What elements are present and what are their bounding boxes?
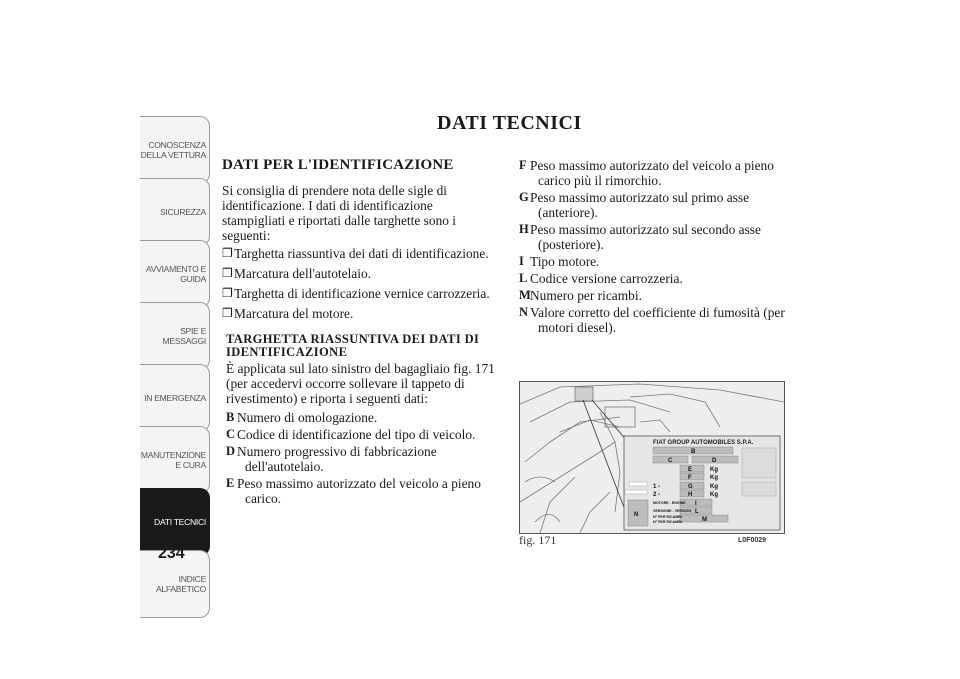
list-item: D Numero progressivo di fabbricazione dell'autotelaio. (226, 444, 437, 474)
list-item: ❒ Targhetta di identificazione vernice carrozzeria. (222, 286, 490, 301)
svg-text:B: B (691, 449, 696, 455)
list-item: ❒ Targhetta riassuntiva dei dati di identificazione. (222, 246, 489, 261)
svg-text:E: E (688, 467, 693, 473)
left-column (222, 158, 497, 508)
svg-text:Kg: Kg (710, 475, 718, 481)
svg-text:2 -: 2 - (653, 492, 661, 498)
tab-manutenzione-e-cura[interactable]: MANUTENZIONE E CURA (140, 426, 210, 494)
svg-text:C: C (668, 458, 673, 464)
svg-text:1 -: 1 - (653, 484, 661, 490)
subsection-heading: TARGHETTA RIASSUNTIVA DEI DATI DI IDENTIFICAZIONE (226, 332, 480, 359)
checkbox-bullet-icon: ❒ (222, 246, 233, 260)
list-item: F Peso massimo autorizzato del veicolo a pieno carico più il rimorchio. (519, 158, 774, 188)
plate-items-left (222, 410, 497, 506)
list-item: G Peso massimo autorizzato sul primo asse (anteriore). (519, 190, 750, 220)
section-intro: Si consiglia di prendere nota delle sigle di identificazione. I dati di identificazione stampigliati e riportati dalle targhette sono i seguenti: (222, 183, 457, 243)
tab-conoscenza-della-vettura[interactable]: CONOSCENZA DELLA VETTURA (140, 116, 210, 184)
svg-text:VERSIONE - VERSION: VERSIONE - VERSION (653, 509, 691, 513)
svg-text:L: L (695, 509, 699, 515)
svg-text:N° PER RICAMBI: N° PER RICAMBI (653, 515, 682, 519)
tab-spie-e-messaggi[interactable]: SPIE E MESSAGGI (140, 302, 210, 370)
identification-plate-figure (519, 381, 785, 534)
page-number: 234 (158, 545, 185, 562)
figure-caption: fig. 171 (519, 533, 557, 547)
tab-sicurezza[interactable]: SICUREZZA (140, 178, 210, 246)
figure-code: L0F0029 (738, 537, 767, 544)
svg-text:N: N (634, 512, 639, 518)
checkbox-bullet-icon: ❒ (222, 306, 233, 320)
checkbox-bullet-icon: ❒ (222, 266, 233, 280)
list-item: ❒ Marcatura dell'autotelaio. (222, 266, 371, 281)
tab-indice-alfabetico[interactable]: INDICE ALFABETICO (140, 550, 210, 618)
checkbox-bullet-icon: ❒ (222, 286, 233, 300)
list-item: E Peso massimo autorizzato del veicolo a pieno carico. (226, 476, 481, 506)
page-title: DATI TECNICI (437, 112, 582, 134)
plate-header: FIAT GROUP AUTOMOBILES S.P.A. (653, 440, 754, 446)
tab-dati-tecnici[interactable]: DATI TECNICI (140, 488, 210, 556)
section-heading: DATI PER L'IDENTIFICAZIONE (222, 157, 454, 173)
list-item: H Peso massimo autorizzato sul secondo asse (posteriore). (519, 222, 761, 252)
svg-text:D: D (712, 458, 717, 464)
svg-text:N° PER RICAMBI: N° PER RICAMBI (653, 520, 682, 524)
list-item: C Codice di identificazione del tipo di veicolo. (226, 427, 476, 442)
svg-text:G: G (688, 484, 693, 490)
svg-text:MOTORE - ENGINE: MOTORE - ENGINE (653, 501, 686, 505)
list-item: L Codice versione carrozzeria. (519, 271, 683, 286)
list-item: B Numero di omologazione. (226, 410, 378, 425)
svg-text:Kg: Kg (710, 492, 718, 498)
svg-text:I: I (695, 501, 697, 507)
svg-text:H: H (688, 492, 693, 498)
list-item: M Numero per ricambi. (519, 288, 642, 303)
trunk-plate-illustration (520, 382, 784, 533)
identification-list (222, 246, 497, 321)
subsection-text: È applicata sul lato sinistro del bagagliaio fig. 171 (per accedervi occorre sollevare il tappeto di rivestimento) e riporta i seguenti dati: (226, 361, 495, 406)
plate-items-right (519, 158, 789, 335)
tab-avviamento-e-guida[interactable]: AVVIAMENTO E GUIDA (140, 240, 210, 308)
right-column (519, 158, 789, 337)
svg-text:F: F (688, 475, 692, 481)
svg-text:Kg: Kg (710, 467, 718, 473)
list-item: ❒ Marcatura del motore. (222, 306, 354, 321)
svg-text:M: M (702, 517, 707, 523)
list-item: I Tipo motore. (519, 254, 600, 269)
tab-in-emergenza[interactable]: IN EMERGENZA (140, 364, 210, 432)
svg-text:Kg: Kg (710, 484, 718, 490)
list-item: N Valore corretto del coefficiente di fumosità (per motori diesel). (519, 305, 785, 335)
